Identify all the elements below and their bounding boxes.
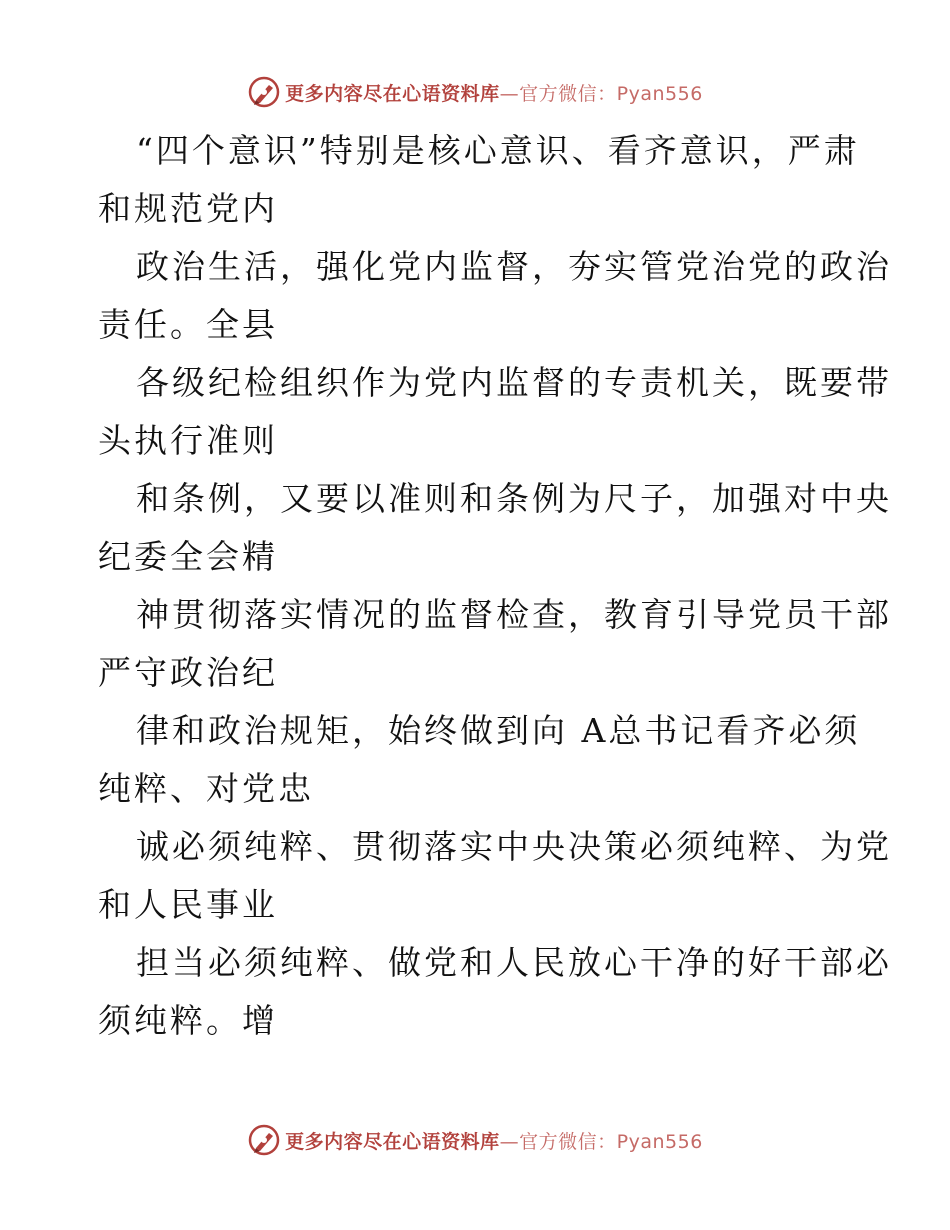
- text-line: 神贯彻落实情况的监督检查，教育引导党员干部: [136, 595, 892, 634]
- text-line: 各级纪检组织作为党内监督的专责机关，既要带: [136, 363, 892, 402]
- watermark-wechat-text: —官方微信：Pyan556: [499, 1130, 703, 1153]
- text-line: 须纯粹。增: [98, 1001, 278, 1040]
- paragraph: [98, 470, 892, 586]
- text-line: 纯粹、对党忠: [98, 769, 314, 808]
- text-line: 责任。全县: [98, 305, 278, 344]
- paragraph: [98, 238, 892, 354]
- text-line: 纪委全会精: [98, 537, 278, 576]
- text-line: 担当必须纯粹、做党和人民放心干净的好干部必: [136, 943, 892, 982]
- footer-watermark: [0, 1120, 950, 1160]
- paragraph: [98, 934, 892, 1050]
- text-line: 律和政治规矩，始终做到向 A总书记看齐必须: [136, 711, 861, 750]
- paragraph: [98, 818, 892, 934]
- document-body: [98, 122, 892, 1050]
- watermark-wechat-text: —官方微信：Pyan556: [499, 82, 703, 105]
- header-watermark: [0, 72, 950, 112]
- text-line: 头执行准则: [98, 421, 278, 460]
- text-line: 和规范党内: [98, 189, 278, 228]
- paragraph: [98, 702, 861, 818]
- paragraph: [98, 122, 858, 238]
- paragraph: [98, 586, 892, 702]
- text-line: 严守政治纪: [98, 653, 278, 692]
- pen-logo-icon: [247, 75, 281, 109]
- text-line: 诚必须纯粹、贯彻落实中央决策必须纯粹、为党: [136, 827, 892, 866]
- watermark-main-text: 更多内容尽在心语资料库: [285, 1130, 500, 1153]
- text-line: 和条例，又要以准则和条例为尺子，加强对中央: [136, 479, 892, 518]
- paragraph: [98, 354, 892, 470]
- text-line: “四个意识”特别是核心意识、看齐意识，严肃: [136, 131, 860, 170]
- watermark-main-text: 更多内容尽在心语资料库: [285, 82, 500, 105]
- text-line: 政治生活，强化党内监督，夯实管党治党的政治: [136, 247, 892, 286]
- text-line: 和人民事业: [98, 885, 278, 924]
- pen-logo-icon: [247, 1123, 281, 1157]
